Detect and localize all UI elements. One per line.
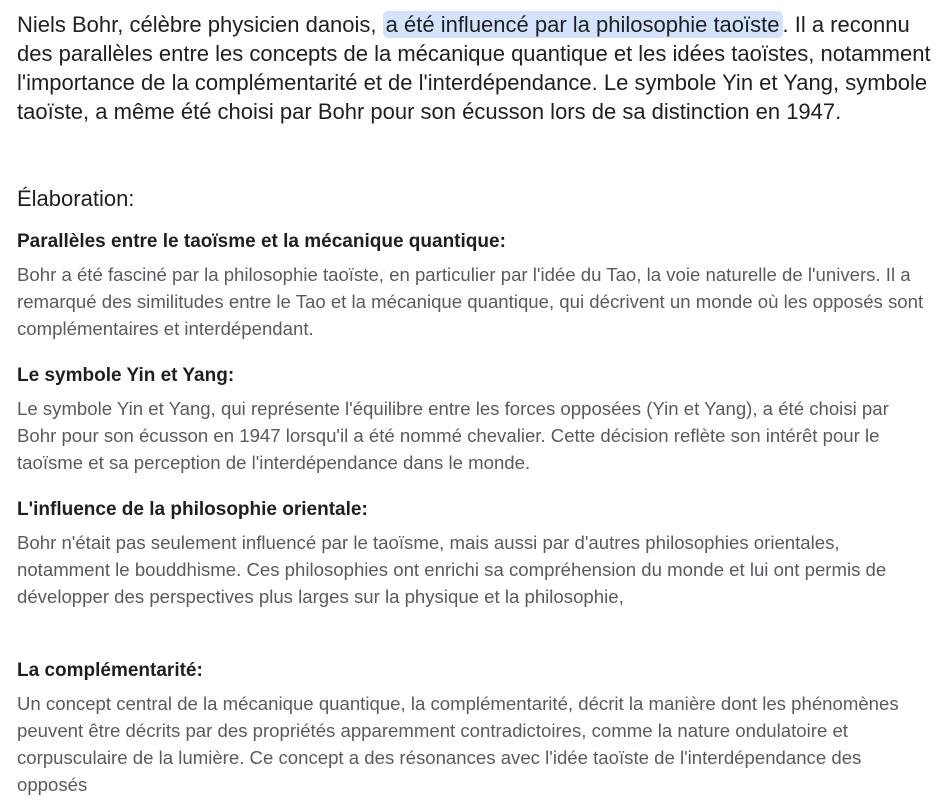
- highlighted-phrase[interactable]: a été influencé par la philosophie taoïste: [383, 11, 783, 38]
- section-oriental-philosophy: [17, 497, 932, 610]
- section-title: Le symbole Yin et Yang:: [17, 365, 235, 386]
- elaboration-heading: Élaboration:: [17, 186, 135, 211]
- section-body: Bohr n'était pas seulement influencé par le taoïsme, mais aussi par d'autres philosophies orientales, notamment le bouddhisme. Ces philosophies ont enrichi sa compréhension du monde et lui ont permis de développer des perspectives plus larges sur la physique et la philosophie,: [17, 532, 887, 607]
- section-parallels: [17, 229, 932, 342]
- section-title: L'influence de la philosophie orientale:: [17, 499, 368, 520]
- section-body: Le symbole Yin et Yang, qui représente l'équilibre entre les forces opposées (Yin et Yang), a été choisi par Bohr pour son écusson en 1947 lorsqu'il a été nommé chevalier. Cette décision reflète son intérêt pour le taoïsme et sa perception de l'interdépendance dans le monde.: [17, 398, 889, 473]
- section-yin-yang: [17, 363, 932, 476]
- intro-text-after: . Il a reconnu des parallèles entre les concepts de la mécanique quantique et les idées taoïstes, notamment l'importance de la complémentarité et de l'interdépendance. Le symbole Yin et Yang, symbole taoïste, a même été choisi par Bohr pour son écusson lors de sa distinction en 1947.: [17, 12, 931, 124]
- section-complementarity: [17, 658, 932, 798]
- intro-paragraph: [17, 10, 937, 126]
- section-body: Un concept central de la mécanique quantique, la complémentarité, décrit la manière dont les phénomènes peuvent être décrits par des propriétés apparemment contradictoires, comme la nature ondulatoire et corpusculaire de la lumière. Ce concept a des résonances avec l'idée taoïste de l'interdépendance des opposés: [17, 693, 899, 795]
- intro-text-before: Niels Bohr, célèbre physicien danois,: [17, 12, 383, 37]
- section-title: La complémentarité:: [17, 660, 203, 681]
- section-title: Parallèles entre le taoïsme et la mécanique quantique:: [17, 231, 506, 252]
- section-body: Bohr a été fasciné par la philosophie taoïste, en particulier par l'idée du Tao, la voie naturelle de l'univers. Il a remarqué des similitudes entre le Tao et la mécanique quantique, qui décrivent un monde où les opposés sont complémentaires et interdépendant.: [17, 264, 924, 339]
